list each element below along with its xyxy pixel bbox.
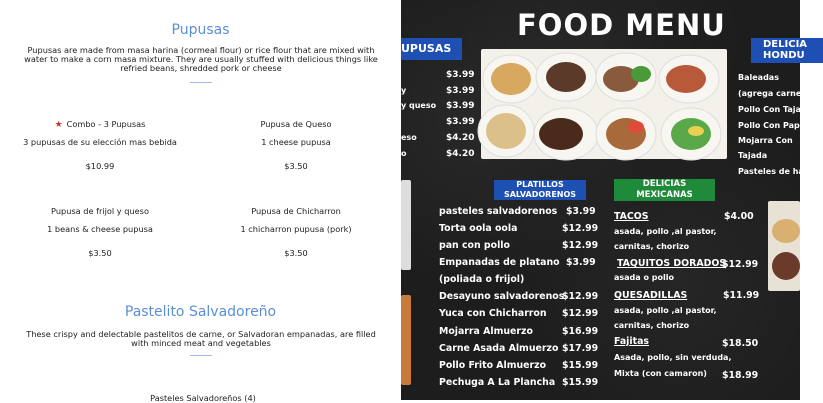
menu-item-partial: o — [401, 149, 407, 158]
menu-item: Tajada — [738, 151, 768, 160]
menu-item-price: $17.99 — [562, 343, 599, 354]
menu-item-description: asada, pollo ,al pastor, — [614, 306, 717, 315]
menu-item-price: $12.99 — [562, 308, 599, 319]
menu-item-name[interactable]: Pupusa de Chicharron — [251, 206, 341, 216]
menu-item-price: $12.99 — [562, 240, 599, 251]
platillos-salvadorenos-banner: PLATILLOS SALVADORENOS — [494, 180, 586, 200]
menu-item-price: $15.99 — [562, 360, 599, 371]
menu-item-description: 1 chicharron pupusa (pork) — [240, 224, 352, 234]
menu-item-description: asada o pollo — [614, 273, 674, 282]
menu-item-price: $15.99 — [562, 377, 599, 388]
menu-title: FOOD MENU — [517, 8, 726, 42]
menu-item-price: $4.20 — [446, 149, 475, 159]
food-photo — [401, 180, 411, 270]
menu-item: Desayuno salvadorenos — [439, 291, 565, 302]
menu-item-price: $3.50 — [88, 248, 112, 258]
delicias-hondurenas-banner: DELICIA HONDU — [751, 38, 823, 63]
section-title-pupusas: Pupusas — [171, 22, 230, 38]
menu-item-price: $3.50 — [284, 161, 308, 171]
menu-item: Mojarra Con — [738, 136, 793, 145]
menu-item: Pollo Con Tajad — [738, 105, 807, 114]
food-photo-illustration — [481, 49, 727, 159]
food-photo — [481, 49, 727, 159]
menu-item: Torta oola oola — [439, 223, 518, 234]
menu-item: Pollo Frito Almuerzo — [439, 360, 547, 371]
menu-item: TAQUITOS DORADOS — [617, 258, 727, 269]
menu-item-price: $18.99 — [722, 370, 759, 381]
menu-item-description: carnitas, chorizo — [614, 242, 690, 251]
section-description-pupusas: Pupusas are made from masa harina (cormeal flour) or rice flour that are mixed with water to make a corn masa mixture. They are usually stuffed with delicious things like refried beans, shredded pork or cheese — [24, 45, 378, 73]
pupusas-banner: UPUSAS — [401, 38, 462, 60]
menu-item-price: $4.20 — [446, 133, 475, 143]
menu-item: Yuca con Chicharron — [439, 308, 547, 319]
section-title-pastelito: Pastelito Salvadoreño — [124, 304, 277, 320]
delicias-mexicanas-banner: DELICIAS MEXICANAS — [614, 179, 715, 201]
menu-web-panel — [0, 0, 401, 403]
menu-item: TACOS — [614, 211, 649, 222]
section-divider — [190, 355, 212, 356]
menu-item: (agrega carne + — [738, 89, 811, 98]
section-description-pastelito: These crispy and delectable pastelitos de carne, or Salvadoran empanadas, are filled with minced meat and vegetables — [26, 329, 376, 348]
menu-item-price: $11.99 — [723, 290, 760, 301]
menu-item-description: 1 beans & cheese pupusa — [47, 224, 153, 234]
menu-item-description: 1 cheese pupusa — [261, 137, 331, 147]
menu-item-price: $16.99 — [562, 326, 599, 337]
menu-item: Carne Asada Almuerzo — [439, 343, 559, 354]
menu-item-name[interactable]: Pupusa de frijol y queso — [51, 206, 149, 216]
menu-item: pasteles salvadorenos — [439, 206, 558, 217]
menu-item: Fajitas — [614, 336, 649, 347]
menu-item-price: $3.99 — [566, 257, 596, 268]
menu-item-description: 3 pupusas de su elección mas bebida — [23, 137, 177, 147]
menu-item-partial: y queso — [401, 101, 437, 110]
menu-item-price: $18.50 — [722, 338, 759, 349]
menu-item: Mojarra Almuerzo — [439, 326, 533, 337]
menu-item: Empanadas de platano — [439, 257, 560, 268]
menu-item: pan con pollo — [439, 240, 510, 251]
menu-item-price: $12.99 — [562, 223, 599, 234]
menu-item: (poliada o frijol) — [439, 274, 525, 285]
menu-item-description: Mixta (con camaron) — [614, 369, 707, 378]
menu-item-price: $3.99 — [446, 86, 475, 96]
menu-item: QUESADILLAS — [614, 290, 688, 301]
menu-item-price: $3.99 — [446, 117, 475, 127]
menu-item-name[interactable]: Pasteles Salvadoreños (4) — [150, 393, 256, 403]
menu-item-partial: y — [401, 86, 407, 95]
menu-item-price: $12.99 — [722, 259, 759, 270]
menu-item-price: $10.99 — [85, 161, 115, 171]
menu-item-description: carnitas, chorizo — [614, 321, 690, 330]
menu-item-price: $12.99 — [562, 291, 599, 302]
menu-item-price: $3.99 — [446, 70, 475, 80]
menu-item: Pechuga A La Plancha — [439, 377, 556, 388]
food-photo — [768, 201, 800, 291]
menu-item-price: $3.99 — [446, 101, 475, 111]
menu-item-price: $3.50 — [284, 248, 308, 258]
menu-item-description: asada, pollo ,al pastor, — [614, 227, 717, 236]
star-icon: ★ — [54, 120, 63, 130]
food-menu-board — [401, 0, 811, 400]
menu-item-name[interactable]: Pupusa de Queso — [260, 119, 332, 129]
menu-item-name[interactable]: ★ Combo - 3 Pupusas — [54, 119, 146, 130]
menu-item-price: $3.99 — [566, 206, 596, 217]
menu-item-description: Asada, pollo, sin verduda, — [614, 353, 732, 362]
menu-item: Pollo Con Papas — [738, 121, 810, 130]
menu-item: Pasteles de har — [738, 167, 808, 176]
menu-item-price: $4.00 — [724, 211, 754, 222]
menu-item: Baleadas — [738, 73, 779, 82]
section-divider — [190, 82, 212, 83]
menu-item-partial: eso — [401, 133, 417, 142]
food-photo — [401, 295, 411, 385]
